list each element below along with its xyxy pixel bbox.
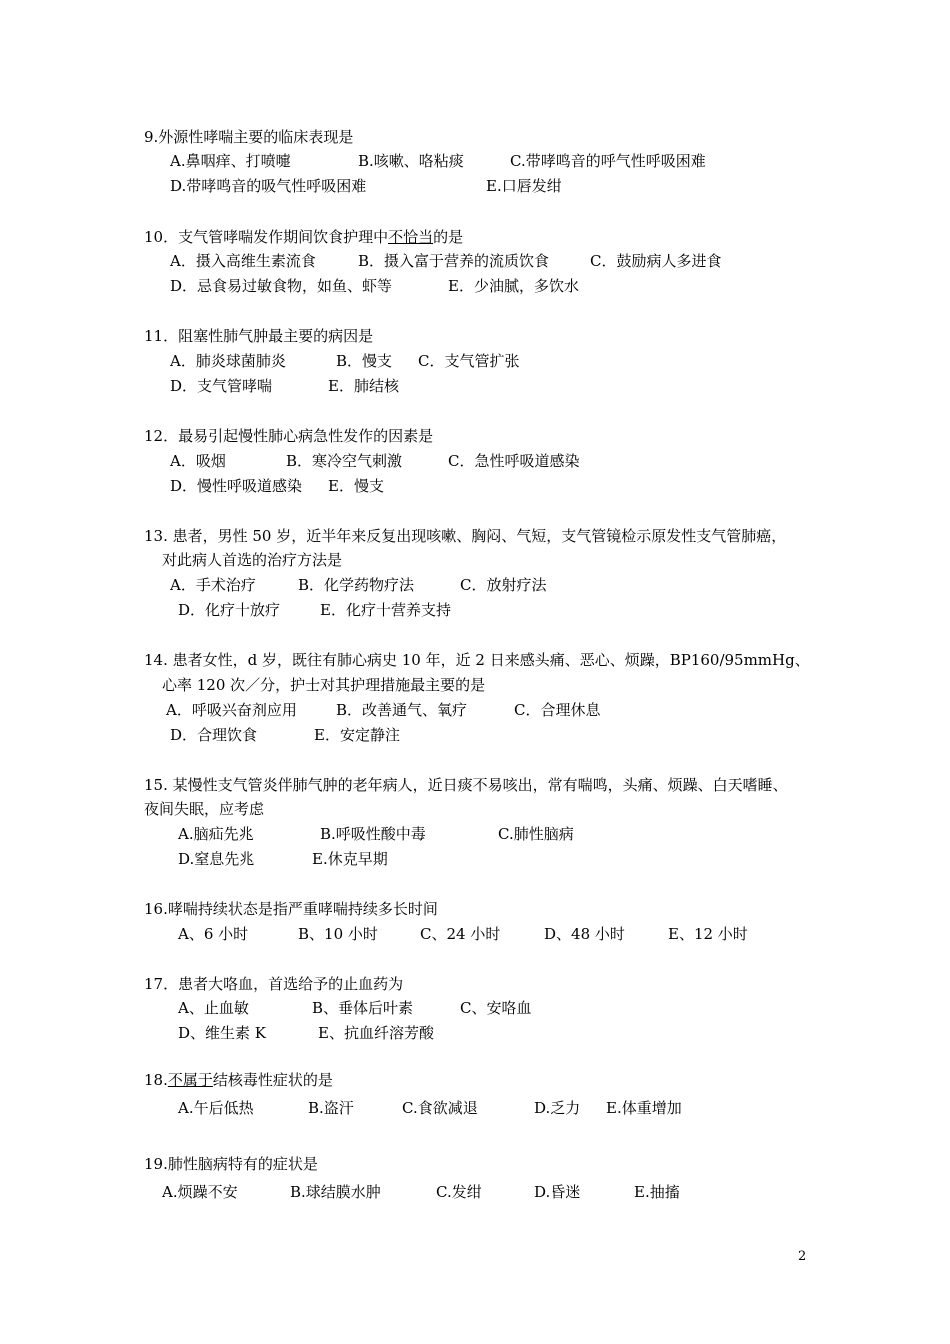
question-stem: 16.哮喘持续状态是指严重哮喘持续多长时间 xyxy=(144,900,438,918)
option-e: E．化疗十营养支持 xyxy=(320,601,451,619)
option-e: E.休克早期 xyxy=(312,850,388,868)
option-b: B．寒冷空气刺激 xyxy=(286,452,403,470)
option-c: C．合理休息 xyxy=(514,701,601,719)
question-stem: 18.不属于结核毒性症状的是 xyxy=(144,1071,333,1089)
option-d: D．支气管哮喘 xyxy=(170,377,273,395)
option-d: D.昏迷 xyxy=(534,1183,581,1201)
question-stem: 12．最易引起慢性肺心病急性发作的因素是 xyxy=(144,427,434,445)
question-stem-continued: 心率 120 次／分，护士对其护理措施最主要的是 xyxy=(162,676,486,694)
option-d: D．忌食易过敏食物，如鱼、虾等 xyxy=(170,277,393,295)
option-e: E、抗血纤溶芳酸 xyxy=(318,1024,434,1042)
option-c: C、安咯血 xyxy=(460,999,532,1017)
option-d: D、48 小时 xyxy=(544,925,625,943)
option-e: E.抽搐 xyxy=(634,1183,680,1201)
option-a: A．肺炎球菌肺炎 xyxy=(170,352,286,370)
option-a: A．吸烟 xyxy=(170,452,226,470)
option-b: B.咳嗽、咯粘痰 xyxy=(358,152,464,170)
page-number: 2 xyxy=(798,1249,807,1264)
question-stem: 11．阻塞性肺气肿最主要的病因是 xyxy=(144,327,374,345)
option-c: C.肺性脑病 xyxy=(498,825,574,843)
question-stem-continued: 夜间失眠，应考虑 xyxy=(144,800,265,818)
option-a: A．摄入高维生素流食 xyxy=(170,252,316,270)
question-stem: 14. 患者女性，d 岁，既往有肺心病史 10 年，近 2 日来感头痛、恶心、烦躁，BP160/95mmHg、 xyxy=(144,651,810,669)
option-e: E．安定静注 xyxy=(314,726,400,744)
option-c: C．放射疗法 xyxy=(460,576,547,594)
question-stem: 17．患者大咯血，首选给予的止血药为 xyxy=(144,975,404,993)
option-b: B.呼吸性酸中毒 xyxy=(320,825,426,843)
option-a: A、止血敏 xyxy=(178,999,249,1017)
option-d: D．合理饮食 xyxy=(170,726,258,744)
option-e: E．少油腻，多饮水 xyxy=(448,277,579,295)
option-a: A、6 小时 xyxy=(178,925,249,943)
question-stem: 15. 某慢性支气管炎伴肺气肿的老年病人，近日痰不易咳出，常有喘鸣，头痛、烦躁、白天嗜睡、 xyxy=(144,776,788,794)
option-e: E.体重增加 xyxy=(606,1099,682,1117)
option-b: B．慢支 xyxy=(336,352,393,370)
option-d: D.带哮鸣音的吸气性呼吸困难 xyxy=(170,177,367,195)
option-e: E．慢支 xyxy=(328,477,384,495)
option-d: D.窒息先兆 xyxy=(178,850,255,868)
option-c: C.发绀 xyxy=(436,1183,482,1201)
option-b: B、垂体后叶素 xyxy=(312,999,414,1017)
question-stem: 19.肺性脑病特有的症状是 xyxy=(144,1155,318,1173)
underlined-keyword: 不属于 xyxy=(167,1071,213,1089)
option-d: D．化疗十放疗 xyxy=(178,601,281,619)
option-b: B.球结膜水肿 xyxy=(290,1183,381,1201)
underlined-keyword: 不恰当 xyxy=(388,228,434,246)
question-stem: 9.外源性哮喘主要的临床表现是 xyxy=(144,128,354,146)
option-e: E、12 小时 xyxy=(668,925,748,943)
option-d: D、维生素 K xyxy=(178,1024,267,1042)
option-c: C．鼓励病人多进食 xyxy=(590,252,722,270)
option-b: B．化学药物疗法 xyxy=(298,576,415,594)
question-stem-continued: 对此病人首选的治疗方法是 xyxy=(162,551,343,569)
option-d: D．慢性呼吸道感染 xyxy=(170,477,303,495)
option-e: E．肺结核 xyxy=(328,377,399,395)
option-a: A.烦躁不安 xyxy=(162,1183,238,1201)
option-c: C、24 小时 xyxy=(420,925,501,943)
option-b: B．改善通气、氧疗 xyxy=(336,701,468,719)
option-b: B、10 小时 xyxy=(298,925,378,943)
option-a: A.午后低热 xyxy=(178,1099,254,1117)
option-a: A．呼吸兴奋剂应用 xyxy=(166,701,297,719)
question-stem: 13. 患者，男性 50 岁，近半年来反复出现咳嗽、胸闷、气短，支气管镜检示原发性支气管肺癌， xyxy=(144,527,787,545)
option-e: E.口唇发绀 xyxy=(486,177,562,195)
option-b: B.盗汗 xyxy=(308,1099,354,1117)
option-a: A.鼻咽痒、打喷嚏 xyxy=(170,152,291,170)
option-d: D.乏力 xyxy=(534,1099,581,1117)
question-stem: 10．支气管哮喘发作期间饮食护理中不恰当的是 xyxy=(144,228,464,246)
option-b: B．摄入富于营养的流质饮食 xyxy=(358,252,550,270)
option-c: C.食欲减退 xyxy=(402,1099,478,1117)
option-a: A．手术治疗 xyxy=(170,576,256,594)
option-c: C．支气管扩张 xyxy=(418,352,520,370)
option-c: C.带哮鸣音的呼气性呼吸困难 xyxy=(510,152,706,170)
option-c: C．急性呼吸道感染 xyxy=(448,452,580,470)
option-a: A.脑疝先兆 xyxy=(178,825,254,843)
